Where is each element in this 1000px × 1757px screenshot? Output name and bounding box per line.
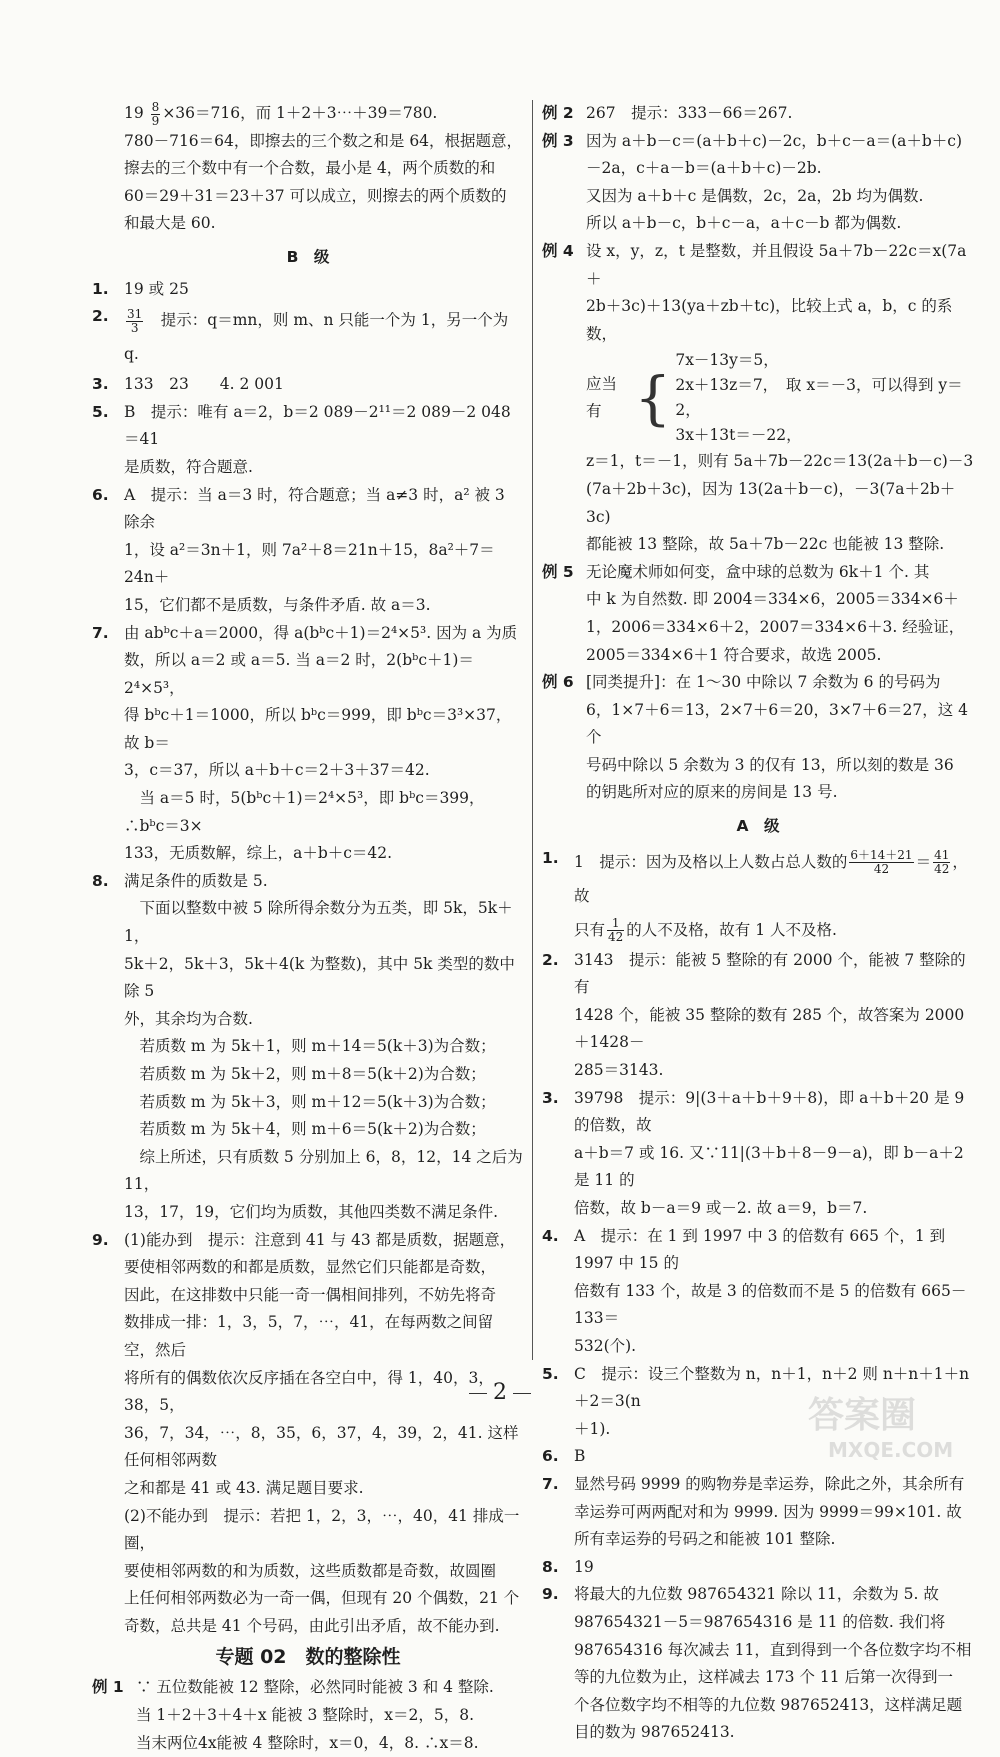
text-line: 15，它们都不是质数，与条件矛盾. 故 a＝3. xyxy=(124,595,431,614)
text-line: 所以 a＋b－c，b＋c－a，a＋c－b 都为偶数. xyxy=(586,214,902,233)
example xyxy=(542,669,974,807)
text-line: 数排成一排：1，3，5，7，⋯，41，在每两数之间留空，然后 xyxy=(124,1313,494,1359)
b-answer-label: 5. xyxy=(92,402,109,421)
text-line: 无论魔术师如何变，盒中球的总数为 6k＋1 个. 其 xyxy=(586,562,930,581)
text-line: B 提示：唯有 a＝2，b＝2 089－2¹¹＝2 089－2 048＝41 xyxy=(124,402,511,449)
b-answer-label: 6. xyxy=(92,485,109,504)
text-line: 中 k 为自然数. 即 2004＝334×6，2005＝334×6＋ xyxy=(586,590,959,609)
text-line: 擦去的三个数中有一个合数，最小是 4，两个质数的和 xyxy=(124,159,496,178)
example-label: 例 4 xyxy=(542,241,574,260)
text-line: 下面以整数中被 5 除所得余数分为五类，即 5k，5k＋1， xyxy=(124,899,513,946)
text-line: 综上所述，只有质数 5 分别加上 6，8，12，14 之后为 11， xyxy=(124,1147,523,1194)
text-line: 3，c＝37，所以 a＋b＋c＝2＋3＋37＝42. xyxy=(124,761,430,780)
system-prefix: 应当有 xyxy=(586,374,618,421)
text-line: 60＝29＋31＝23＋37 可以成立，则擦去的两个质数的 xyxy=(124,186,507,205)
text-line: 奇数，总共是 41 个号码，由此引出矛盾，故不能办到. xyxy=(124,1616,500,1635)
dash-decoration xyxy=(469,1393,487,1394)
b-answer-label: 1. xyxy=(92,279,109,298)
dash-decoration xyxy=(513,1393,531,1394)
text-line: A 提示：在 1 到 1997 中 3 的倍数有 665 个，1 到 1997 中 15 的 xyxy=(574,1226,946,1273)
a-answer-label: 6. xyxy=(542,1447,559,1466)
text-line: 若质数 m 为 5k＋2，则 m＋8＝5(k＋2)为合数； xyxy=(124,1065,486,1083)
fraction: $\frac{6+14+21}{42}$ xyxy=(850,848,913,877)
fraction: $\frac{41}{42}$ xyxy=(934,848,950,877)
text-line: (1)能办到 提示：注意到 41 与 43 都是质数，据题意， xyxy=(124,1230,516,1249)
a-answer-label: 3. xyxy=(542,1088,559,1107)
text-line: 5k＋2，5k＋3，5k＋4(k 为整数)，其中 5k 类型的数中除 5 xyxy=(124,954,515,1001)
page-number: 2 xyxy=(0,1380,1000,1405)
b-answer-label: 3. xyxy=(92,375,109,394)
mixed-number-whole: 19 xyxy=(124,104,144,122)
brace-icon: { xyxy=(634,364,672,433)
text-line: 19 xyxy=(574,1557,594,1576)
right-column xyxy=(542,100,974,1747)
text-line: ＋1). xyxy=(574,1419,611,1438)
text-line: 987654316 每次减去 11，直到得到一个各位数字均不相 xyxy=(574,1640,972,1659)
example xyxy=(542,559,974,669)
text-line: 2b＋3c)＋13(ya＋zb＋tc)，比较上式 a，b，c 的系数， xyxy=(586,297,953,343)
b-answer-label: 7. xyxy=(92,623,109,642)
text-line: ∵ 五位数能被 12 整除，必然同时能被 3 和 4 整除. xyxy=(136,1678,494,1697)
text-line: 当 1＋2＋3＋4＋x 能被 3 整除时，x＝2，5，8. xyxy=(136,1706,475,1725)
b-answer xyxy=(92,371,524,399)
text-line: 的钥匙所对应的原来的房间是 13 号. xyxy=(586,783,838,802)
b-level-heading: B 级 xyxy=(286,247,330,266)
text-line: 7x－13y＝5， xyxy=(675,351,779,370)
a-answer-label: 5. xyxy=(542,1364,559,1383)
section-title: 专题 02 数的整除性 xyxy=(215,1646,401,1669)
intro-first-line-rest: ×36＝716，而 1＋2＋3⋯＋39＝780. xyxy=(162,104,438,122)
text-line: 由 abᵇc＋a＝2000，得 a(bᵇc＋1)＝2⁴×5³. 因为 a 为质 xyxy=(124,623,518,642)
text-line: 6，1×7＋6＝13，2×7＋6＝20，3×7＋6＝27，这 4 个 xyxy=(586,700,969,747)
text-line: [同类提升]：在 1～30 中除以 7 余数为 6 的号码为 xyxy=(586,673,941,692)
text-line: 之和都是 41 或 43. 满足题目要求. xyxy=(124,1478,364,1497)
example-4-continued xyxy=(542,448,974,558)
text-line: 若质数 m 为 5k＋1，则 m＋14＝5(k＋3)为合数； xyxy=(124,1037,496,1056)
text-line: 满足条件的质数是 5. xyxy=(124,871,268,890)
text-line: 1，2006＝334×6＋2，2007＝334×6＋3. 经验证， xyxy=(586,617,965,636)
fraction: $\frac{8}{9}$ xyxy=(151,99,160,128)
text-line: 987654321－5＝987654316 是 11 的倍数. 我们将 xyxy=(574,1612,946,1631)
watermark-text: 答案圈 xyxy=(808,1395,917,1436)
text-line: 又因为 a＋b＋c 是偶数，2c，2a，2b 均为偶数. xyxy=(586,186,924,205)
text-line: (7a＋2b＋3c)，因为 13(2a＋b－c)，－3(7a＋2b＋3c) xyxy=(586,479,956,526)
b-answer xyxy=(92,1227,524,1641)
text-line: 当末两位4x能被 4 整除时，x＝0，4，8. ∴x＝8. xyxy=(136,1733,479,1752)
a-answer-label: 8. xyxy=(542,1557,559,1576)
text-line: 得 bᵇc＋1＝1000，所以 bᵇc＝999，即 bᵇc＝3³×37，故 b＝ xyxy=(124,706,512,752)
text-line: 因为 a＋b－c＝(a＋b＋c)－2c，b＋c－a＝(a＋b＋c) xyxy=(586,131,963,150)
example-1 xyxy=(92,1674,524,1757)
text-line: 显然号码 9999 的购物券是幸运券，除此之外，其余所有 xyxy=(574,1474,965,1493)
fraction: $\frac{1}{42}$ xyxy=(608,916,624,945)
left-column xyxy=(92,100,524,1757)
text-line: 和最大是 60. xyxy=(124,214,216,233)
a-answer xyxy=(542,947,974,1085)
b-answer xyxy=(92,482,524,620)
b-answer-label: 8. xyxy=(92,871,109,890)
b-answer xyxy=(92,399,524,482)
text-line: 都能被 13 整除，故 5a＋7b－22c 也能被 13 整除. xyxy=(586,535,945,554)
text-line: 幸运券可两两配对和为 9999. 因为 9999＝99×101. 故 xyxy=(574,1502,962,1521)
text-line: 19 或 25 xyxy=(124,279,189,298)
b-answer: 2. $\frac{31}{3}$ 提示：q＝mn，则 m、n 只能一个为 1，另一个为 q. xyxy=(92,303,524,371)
text-line: 780－716＝64，即擦去的三个数之和是 64，根据题意， xyxy=(124,131,523,150)
text-line: 285＝3143. xyxy=(574,1061,664,1080)
example-label: 例 5 xyxy=(542,562,574,581)
watermark-url: MXQE.COM xyxy=(828,1438,954,1462)
example-label: 例 3 xyxy=(542,131,574,150)
text-line: 外，其余均为合数. xyxy=(124,1009,253,1028)
text-line: 3143 提示：能被 5 整除的有 2000 个，能被 7 整除的有 xyxy=(574,950,966,997)
text-line: z＝1，t＝－1，则有 5a＋7b－22c＝13(2a＋b－c)－3 xyxy=(586,452,974,471)
text-line: C 提示：设三个整数为 n，n＋1，n＋2 则 n＋n＋1＋n＋2＝3(n xyxy=(574,1364,970,1411)
text-line: 是质数，符合题意. xyxy=(124,457,253,476)
text-line: －2a，c＋a－b＝(a＋b＋c)－2b. xyxy=(586,159,822,178)
text-line: 若质数 m 为 5k＋3，则 m＋12＝5(k＋3)为合数； xyxy=(124,1092,496,1111)
b-answer-label: 9. xyxy=(92,1230,109,1249)
text-line: 所有幸运券的号码之和能被 101 整除. xyxy=(574,1530,836,1549)
text-line: 目的数为 987652413. xyxy=(574,1723,735,1742)
a-answer-label: 4. xyxy=(542,1226,559,1245)
text-line: 将所有的偶数依次反序插在各空白中，得 1，40，3，38，5， xyxy=(124,1368,494,1415)
column-divider xyxy=(532,100,533,1360)
example xyxy=(542,100,974,128)
text-line: 36，7，34，⋯，8，35，6，37，4，39，2，41. 这样任何相邻两数 xyxy=(124,1423,519,1470)
b-answer xyxy=(92,276,524,304)
a-answer xyxy=(542,1471,974,1554)
a-answer xyxy=(542,1554,974,1582)
watermark-logo xyxy=(800,1385,990,1465)
text-line: 当 a＝5 时，5(bᵇc＋1)＝2⁴×5³，即 bᵇc＝399，∴bᵇc＝3× xyxy=(124,789,485,835)
text-line: 将最大的九位数 987654321 除以 11，余数为 5. 故 xyxy=(574,1585,939,1604)
text-line: 上任何相邻两数必为一奇一偶，但现有 20 个偶数，21 个 xyxy=(124,1589,520,1608)
text-line: 532(个). xyxy=(574,1336,637,1355)
text-line: B xyxy=(574,1447,586,1466)
text-line: 若质数 m 为 5k＋4，则 m＋6＝5(k＋2)为合数； xyxy=(124,1120,486,1139)
text-line: 133，无质数解，综上，a＋b＋c＝42. xyxy=(124,844,393,863)
text-line: 要使相邻两数的和都是质数，显然它们只能都是奇数， xyxy=(124,1258,497,1277)
a-level-heading: A 级 xyxy=(736,817,780,836)
example xyxy=(542,128,974,238)
text-line: 1428 个，能被 35 整除的数有 285 个，故答案为 2000＋1428－ xyxy=(574,1005,965,1052)
fraction: $\frac{31}{3}$ xyxy=(127,306,143,335)
text-line: 1，设 a²＝3n＋1，则 7a²＋8＝21n＋15，8a²＋7＝24n＋ xyxy=(124,540,495,587)
text-line: 2x＋13z＝7， 取 x＝－3，可以得到 y＝2， xyxy=(675,376,963,420)
text-line: 2005＝334×6＋1 符合要求，故选 2005. xyxy=(586,645,882,664)
text-line: 要使相邻两数的和为质数，这些质数都是奇数，故圆圈 xyxy=(124,1561,497,1580)
a-answer xyxy=(542,1085,974,1223)
b-level-answers xyxy=(92,276,524,1641)
text-line: 数，所以 a＝2 或 a＝5. 当 a＝2 时，2(bᵇc＋1)＝2⁴×5³， xyxy=(124,651,474,697)
example-4-system xyxy=(542,348,974,448)
text-line: 号码中除以 5 余数为 3 的仅有 13，所以刻的数是 36 xyxy=(586,755,954,774)
a-answer-label: 2. xyxy=(542,950,559,969)
text-line: 倍数，故 b－a＝9 或－2. 故 a＝9，b＝7. xyxy=(574,1199,868,1217)
text-line: 等的九位数为止，这样减去 173 个 11 后第一次得到一 xyxy=(574,1668,954,1687)
text-line: A 提示：当 a＝3 时，符合题意；当 a≠3 时，a² 被 3 除余 xyxy=(124,485,505,532)
intro-first-line xyxy=(92,100,524,128)
text-line: 因此，在这排数中只能一奇一偶相间排列，不妨先将奇 xyxy=(124,1285,497,1304)
a-answer xyxy=(542,1581,974,1747)
text-line: 133 23 4. 2 001 xyxy=(124,375,284,394)
text-line: (2)不能办到 提示：若把 1，2，3，⋯，40，41 排成一圈， xyxy=(124,1506,520,1553)
b-answer xyxy=(92,868,524,1227)
b-answer-label: 2. xyxy=(92,307,109,326)
b-answer xyxy=(92,620,524,868)
text-line: 13，17，19，它们均为质数，其他四类数不满足条件. xyxy=(124,1202,499,1221)
text-line: 设 x，y，z，t 是整数，并且假设 5a＋7b－22c＝x(7a＋ xyxy=(586,241,967,288)
text-line: a＋b＝7 或 16. 又∵11|(3＋b＋8－9－a)，即 b－a＋2 是 11 的 xyxy=(574,1143,964,1190)
example-label: 例 2 xyxy=(542,104,574,122)
text-line: 39798 提示：9|(3＋a＋b＋9＋8)，即 a＋b＋20 是 9 的倍数，故 xyxy=(574,1088,965,1135)
a-answer-1: 1. 1 提示：因为及格以上人数占总人数的 $\frac{6+14+21}{42}$ ＝ $\frac{41}{42}$ ，故 只有 $\frac{1}{42}$ 的人不及格，故有 1 人不及格. xyxy=(542,848,968,945)
text-line: 3x＋13t＝－22， xyxy=(675,426,802,445)
example xyxy=(542,238,974,348)
text-line: 倍数有 133 个，故是 3 的倍数而不是 5 的倍数有 665－133＝ xyxy=(574,1281,967,1328)
text-line: 267 提示：333－66＝267. xyxy=(586,104,793,122)
intro-paragraph xyxy=(92,128,524,238)
example-label: 例 6 xyxy=(542,673,574,692)
a-answer-label: 9. xyxy=(542,1585,559,1604)
a-answer-label: 7. xyxy=(542,1474,559,1493)
example-label: 例 1 xyxy=(92,1678,124,1697)
text-line: 个各位数字均不相等的九位数 987652413，这样满足题 xyxy=(574,1695,963,1714)
a-answer xyxy=(542,1223,974,1361)
